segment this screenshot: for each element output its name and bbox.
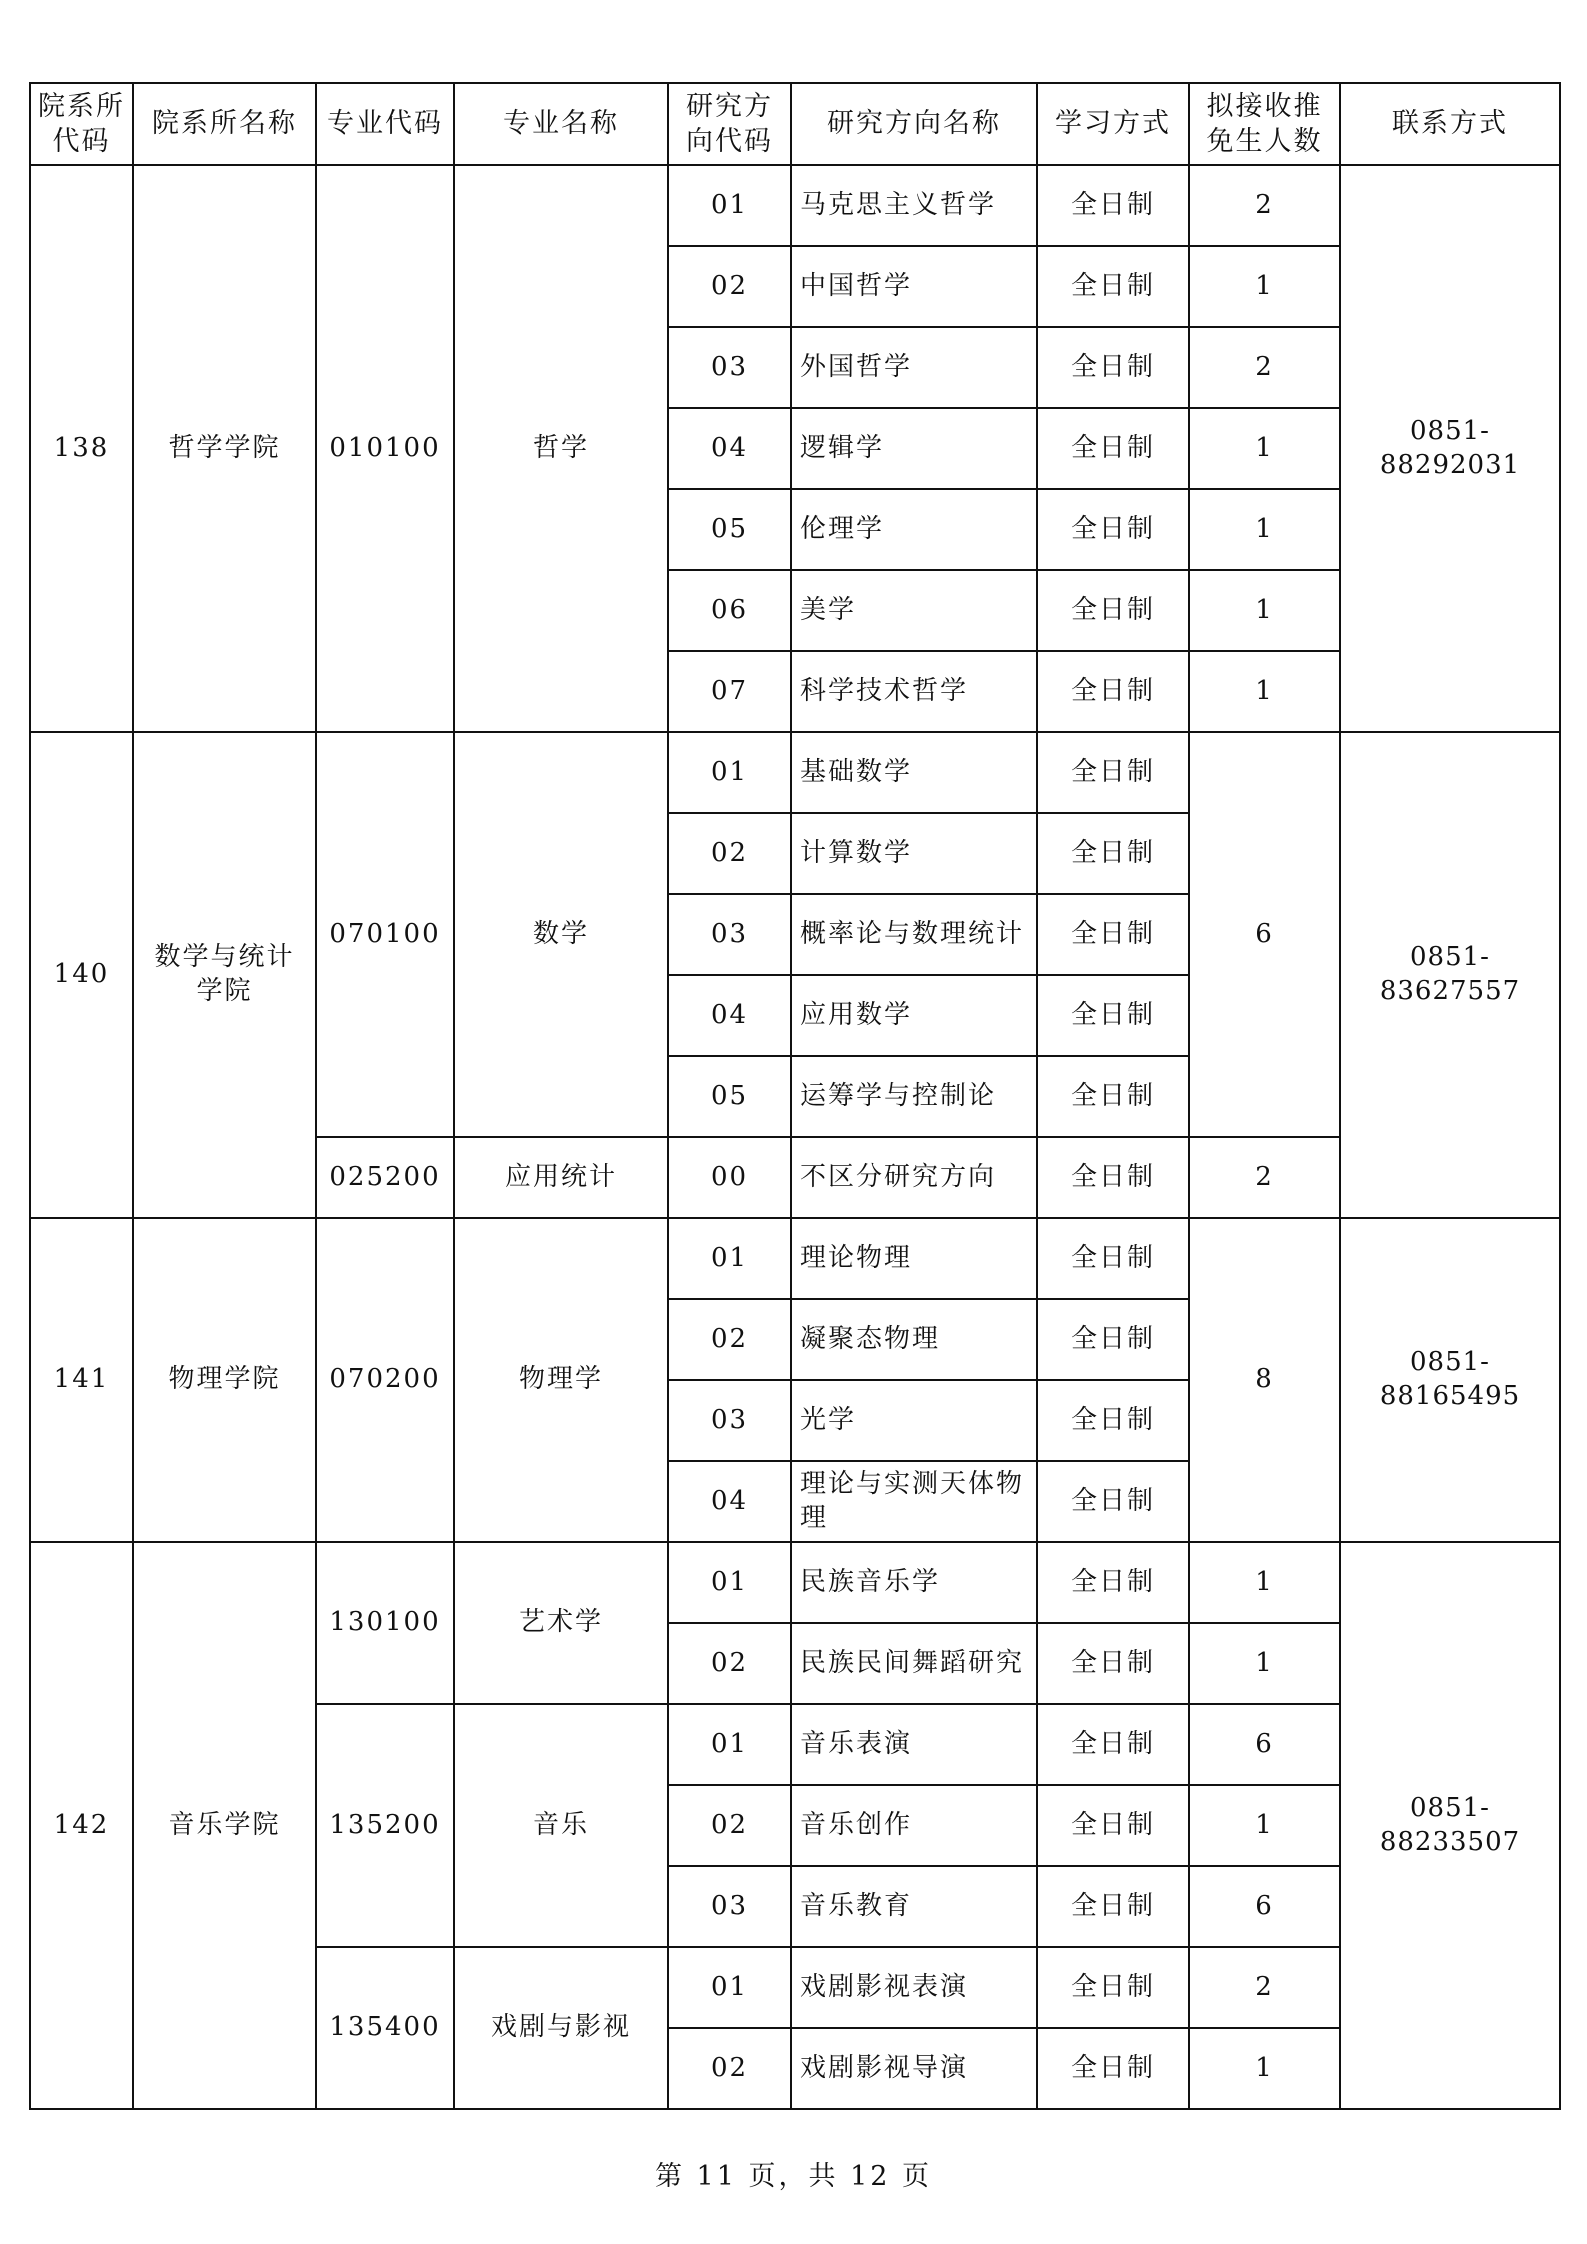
study-mode-cell: 全日制 xyxy=(1037,1704,1189,1785)
dir-name-cell: 逻辑学 xyxy=(791,408,1037,489)
header-major-code: 专业代码 xyxy=(316,83,454,165)
quota-cell: 1 xyxy=(1189,1623,1340,1704)
quota-cell: 6 xyxy=(1189,1866,1340,1947)
dir-code-cell: 02 xyxy=(668,1623,791,1704)
dir-code-cell: 03 xyxy=(668,894,791,975)
header-dept-name: 院系所名称 xyxy=(133,83,316,165)
table-row xyxy=(30,1218,1560,1299)
quota-cell: 1 xyxy=(1189,408,1340,489)
dir-code-cell: 02 xyxy=(668,813,791,894)
dept-code-cell: 140 xyxy=(30,732,133,1218)
dir-name-cell: 音乐表演 xyxy=(791,1704,1037,1785)
major-code-cell: 025200 xyxy=(316,1137,454,1218)
quota-cell: 1 xyxy=(1189,651,1340,732)
dir-code-cell: 05 xyxy=(668,1056,791,1137)
quota-cell: 1 xyxy=(1189,489,1340,570)
dir-name-cell: 音乐创作 xyxy=(791,1785,1037,1866)
study-mode-cell: 全日制 xyxy=(1037,1218,1189,1299)
quota-cell: 1 xyxy=(1189,570,1340,651)
page-footer: 第 11 页，共 12 页 xyxy=(654,2161,933,2192)
dir-code-cell: 00 xyxy=(668,1137,791,1218)
dir-code-cell: 03 xyxy=(668,327,791,408)
dir-code-cell: 01 xyxy=(668,732,791,813)
major-code-cell: 130100 xyxy=(316,1542,454,1704)
dir-name-cell: 马克思主义哲学 xyxy=(791,165,1037,246)
header-dept-code: 院系所代码 xyxy=(30,83,133,165)
dir-code-cell: 02 xyxy=(668,2028,791,2109)
quota-cell: 2 xyxy=(1189,165,1340,246)
study-mode-cell: 全日制 xyxy=(1037,732,1189,813)
dept-code-cell: 138 xyxy=(30,165,133,732)
dir-name-cell: 中国哲学 xyxy=(791,246,1037,327)
major-code-cell: 070200 xyxy=(316,1218,454,1542)
dir-name-cell: 音乐教育 xyxy=(791,1866,1037,1947)
study-mode-cell: 全日制 xyxy=(1037,813,1189,894)
dir-name-cell: 凝聚态物理 xyxy=(791,1299,1037,1380)
quota-cell: 6 xyxy=(1189,732,1340,1137)
dir-code-cell: 01 xyxy=(668,1704,791,1785)
dir-code-cell: 01 xyxy=(668,165,791,246)
dept-code-cell: 142 xyxy=(30,1542,133,2109)
header-major-name: 专业名称 xyxy=(454,83,668,165)
header-dir-name: 研究方向名称 xyxy=(791,83,1037,165)
dir-name-cell: 伦理学 xyxy=(791,489,1037,570)
dir-code-cell: 05 xyxy=(668,489,791,570)
header-dir-code: 研究方向代码 xyxy=(668,83,791,165)
dir-name-cell: 理论与实测天体物理 xyxy=(791,1461,1037,1542)
quota-cell: 8 xyxy=(1189,1218,1340,1542)
dir-name-cell: 不区分研究方向 xyxy=(791,1137,1037,1218)
study-mode-cell: 全日制 xyxy=(1037,489,1189,570)
table-row xyxy=(30,732,1560,813)
major-name-cell: 音乐 xyxy=(454,1704,668,1947)
contact-cell: 0851-88165495 xyxy=(1340,1218,1560,1542)
dir-name-cell: 概率论与数理统计 xyxy=(791,894,1037,975)
study-mode-cell: 全日制 xyxy=(1037,1866,1189,1947)
study-mode-cell: 全日制 xyxy=(1037,2028,1189,2109)
study-mode-cell: 全日制 xyxy=(1037,408,1189,489)
dir-name-cell: 理论物理 xyxy=(791,1218,1037,1299)
quota-cell: 1 xyxy=(1189,246,1340,327)
dir-code-cell: 03 xyxy=(668,1866,791,1947)
quota-cell: 2 xyxy=(1189,327,1340,408)
dir-name-cell: 美学 xyxy=(791,570,1037,651)
dir-name-cell: 民族民间舞蹈研究 xyxy=(791,1623,1037,1704)
dir-code-cell: 04 xyxy=(668,1461,791,1542)
study-mode-cell: 全日制 xyxy=(1037,570,1189,651)
dir-code-cell: 02 xyxy=(668,246,791,327)
dept-name-cell: 数学与统计学院 xyxy=(133,732,316,1218)
major-code-cell: 135200 xyxy=(316,1704,454,1947)
study-mode-cell: 全日制 xyxy=(1037,651,1189,732)
dir-code-cell: 02 xyxy=(668,1785,791,1866)
quota-cell: 1 xyxy=(1189,2028,1340,2109)
dir-name-cell: 光学 xyxy=(791,1380,1037,1461)
dir-name-cell: 科学技术哲学 xyxy=(791,651,1037,732)
dir-name-cell: 应用数学 xyxy=(791,975,1037,1056)
dept-code-cell: 141 xyxy=(30,1218,133,1542)
dept-name-cell: 哲学学院 xyxy=(133,165,316,732)
table-row xyxy=(30,1542,1560,1623)
study-mode-cell: 全日制 xyxy=(1037,327,1189,408)
dir-code-cell: 01 xyxy=(668,1218,791,1299)
study-mode-cell: 全日制 xyxy=(1037,1947,1189,2028)
study-mode-cell: 全日制 xyxy=(1037,1380,1189,1461)
major-name-cell: 物理学 xyxy=(454,1218,668,1542)
major-name-cell: 戏剧与影视 xyxy=(454,1947,668,2109)
dir-code-cell: 07 xyxy=(668,651,791,732)
study-mode-cell: 全日制 xyxy=(1037,1461,1189,1542)
dir-name-cell: 外国哲学 xyxy=(791,327,1037,408)
study-mode-cell: 全日制 xyxy=(1037,1056,1189,1137)
study-mode-cell: 全日制 xyxy=(1037,1785,1189,1866)
dir-name-cell: 基础数学 xyxy=(791,732,1037,813)
contact-cell: 0851-88292031 xyxy=(1340,165,1560,732)
dir-code-cell: 03 xyxy=(668,1380,791,1461)
study-mode-cell: 全日制 xyxy=(1037,1542,1189,1623)
dir-name-cell: 戏剧影视导演 xyxy=(791,2028,1037,2109)
dir-name-cell: 运筹学与控制论 xyxy=(791,1056,1037,1137)
study-mode-cell: 全日制 xyxy=(1037,246,1189,327)
dir-code-cell: 06 xyxy=(668,570,791,651)
dir-name-cell: 民族音乐学 xyxy=(791,1542,1037,1623)
quota-cell: 6 xyxy=(1189,1704,1340,1785)
major-name-cell: 应用统计 xyxy=(454,1137,668,1218)
study-mode-cell: 全日制 xyxy=(1037,1137,1189,1218)
major-code-cell: 010100 xyxy=(316,165,454,732)
header-quota: 拟接收推免生人数 xyxy=(1189,83,1340,165)
dir-code-cell: 04 xyxy=(668,408,791,489)
quota-cell: 1 xyxy=(1189,1542,1340,1623)
study-mode-cell: 全日制 xyxy=(1037,165,1189,246)
dept-name-cell: 物理学院 xyxy=(133,1218,316,1542)
major-code-cell: 135400 xyxy=(316,1947,454,2109)
admission-table xyxy=(29,82,1561,2110)
dept-name-cell: 音乐学院 xyxy=(133,1542,316,2109)
header-contact: 联系方式 xyxy=(1340,83,1560,165)
contact-cell: 0851-88233507 xyxy=(1340,1542,1560,2109)
dir-name-cell: 计算数学 xyxy=(791,813,1037,894)
study-mode-cell: 全日制 xyxy=(1037,1299,1189,1380)
contact-cell: 0851-83627557 xyxy=(1340,732,1560,1218)
quota-cell: 2 xyxy=(1189,1137,1340,1218)
dir-code-cell: 04 xyxy=(668,975,791,1056)
dir-code-cell: 02 xyxy=(668,1299,791,1380)
dir-code-cell: 01 xyxy=(668,1947,791,2028)
major-name-cell: 哲学 xyxy=(454,165,668,732)
header-study-mode: 学习方式 xyxy=(1037,83,1189,165)
major-name-cell: 艺术学 xyxy=(454,1542,668,1704)
major-code-cell: 070100 xyxy=(316,732,454,1137)
table-row xyxy=(30,165,1560,246)
dir-code-cell: 01 xyxy=(668,1542,791,1623)
quota-cell: 1 xyxy=(1189,1785,1340,1866)
major-name-cell: 数学 xyxy=(454,732,668,1137)
study-mode-cell: 全日制 xyxy=(1037,894,1189,975)
study-mode-cell: 全日制 xyxy=(1037,1623,1189,1704)
dir-name-cell: 戏剧影视表演 xyxy=(791,1947,1037,2028)
quota-cell: 2 xyxy=(1189,1947,1340,2028)
header-row xyxy=(30,83,1560,165)
study-mode-cell: 全日制 xyxy=(1037,975,1189,1056)
